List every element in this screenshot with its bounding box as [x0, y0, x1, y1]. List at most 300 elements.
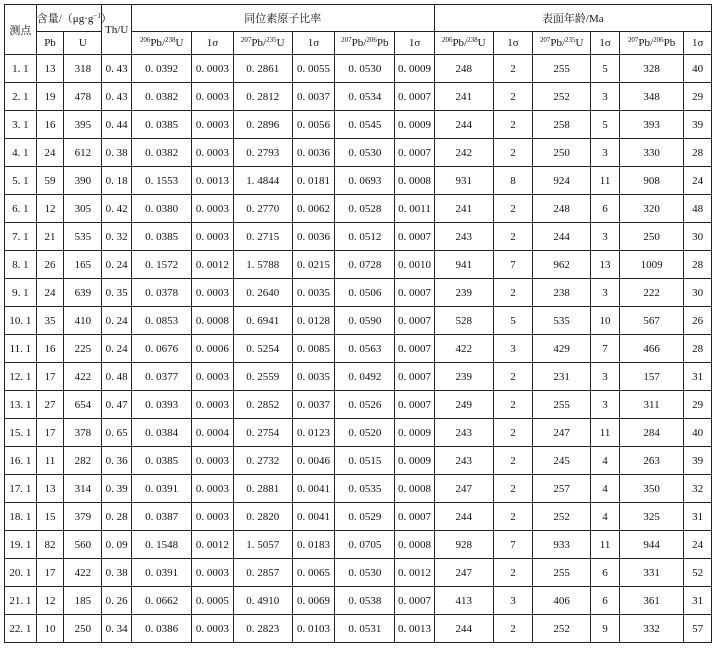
- header-ratio-207pb-206pb: $^{207}$Pb/$^{206}$Pb: [335, 32, 395, 55]
- cell-age-207-206-sigma: 52: [684, 559, 712, 587]
- header-row-1: [5, 5, 712, 32]
- cell-u: 535: [64, 223, 102, 251]
- cell-age-207-235-sigma: 6: [591, 587, 620, 615]
- cell-age-206pb-238u: 243: [434, 223, 493, 251]
- cell-th-u: 0. 09: [102, 531, 132, 559]
- cell-ratio-207-235-sigma: 0. 0062: [292, 195, 334, 223]
- cell-ratio-206pb-238u: 0. 0386: [131, 615, 191, 643]
- cell-age-207pb-206pb: 908: [619, 167, 684, 195]
- cell-ratio-207pb-235u: 0. 5254: [233, 335, 292, 363]
- table-row: [5, 559, 712, 587]
- cell-ratio-207-235-sigma: 0. 0036: [292, 223, 334, 251]
- cell-ratio-206pb-238u: 0. 0382: [131, 139, 191, 167]
- table-row: [5, 615, 712, 643]
- cell-pb: 19: [36, 83, 64, 111]
- cell-age-206pb-238u: 422: [434, 335, 493, 363]
- cell-age-207pb-206pb: 332: [619, 615, 684, 643]
- cell-ratio-206-238-sigma: 0. 0013: [192, 167, 233, 195]
- cell-age-206pb-238u: 242: [434, 139, 493, 167]
- cell-ratio-206pb-238u: 0. 0382: [131, 83, 191, 111]
- cell-age-207pb-206pb: 250: [619, 223, 684, 251]
- cell-ratio-206-238-sigma: 0. 0003: [192, 279, 233, 307]
- cell-ratio-207-206-sigma: 0. 0011: [395, 195, 434, 223]
- cell-point: 16. 1: [5, 447, 37, 475]
- cell-point: 15. 1: [5, 419, 37, 447]
- cell-pb: 11: [36, 447, 64, 475]
- cell-age-207-206-sigma: 30: [684, 279, 712, 307]
- cell-age-206-238-sigma: 2: [493, 615, 532, 643]
- cell-th-u: 0. 48: [102, 363, 132, 391]
- cell-ratio-207-206-sigma: 0. 0009: [395, 447, 434, 475]
- cell-ratio-207-206-sigma: 0. 0009: [395, 55, 434, 83]
- cell-age-206pb-238u: 243: [434, 447, 493, 475]
- cell-age-207pb-206pb: 222: [619, 279, 684, 307]
- cell-ratio-207-206-sigma: 0. 0007: [395, 335, 434, 363]
- cell-ratio-207-206-sigma: 0. 0008: [395, 475, 434, 503]
- cell-ratio-207-235-sigma: 0. 0041: [292, 475, 334, 503]
- cell-age-207-206-sigma: 28: [684, 139, 712, 167]
- cell-age-207-235-sigma: 11: [591, 167, 620, 195]
- cell-age-207-235-sigma: 4: [591, 447, 620, 475]
- cell-age-207pb-235u: 245: [533, 447, 591, 475]
- cell-th-u: 0. 24: [102, 251, 132, 279]
- table-row: [5, 531, 712, 559]
- cell-age-207pb-235u: 238: [533, 279, 591, 307]
- cell-ratio-207pb-206pb: 0. 0512: [335, 223, 395, 251]
- cell-point: 3. 1: [5, 111, 37, 139]
- cell-ratio-207-235-sigma: 0. 0035: [292, 279, 334, 307]
- table-row: [5, 279, 712, 307]
- cell-age-206-238-sigma: 2: [493, 419, 532, 447]
- cell-age-207pb-206pb: 350: [619, 475, 684, 503]
- cell-ratio-206-238-sigma: 0. 0006: [192, 335, 233, 363]
- cell-ratio-206-238-sigma: 0. 0003: [192, 83, 233, 111]
- cell-ratio-206pb-238u: 0. 1572: [131, 251, 191, 279]
- cell-pb: 12: [36, 587, 64, 615]
- cell-age-207pb-235u: 257: [533, 475, 591, 503]
- cell-age-207pb-235u: 255: [533, 559, 591, 587]
- cell-ratio-207pb-206pb: 0. 0530: [335, 139, 395, 167]
- cell-pb: 59: [36, 167, 64, 195]
- cell-pb: 26: [36, 251, 64, 279]
- cell-ratio-207pb-235u: 1. 4844: [233, 167, 292, 195]
- cell-ratio-206-238-sigma: 0. 0003: [192, 223, 233, 251]
- cell-u: 612: [64, 139, 102, 167]
- cell-pb: 82: [36, 531, 64, 559]
- cell-ratio-207pb-206pb: 0. 0515: [335, 447, 395, 475]
- cell-pb: 21: [36, 223, 64, 251]
- cell-ratio-207pb-235u: 0. 2896: [233, 111, 292, 139]
- table-row: [5, 447, 712, 475]
- cell-ratio-206pb-238u: 0. 0385: [131, 447, 191, 475]
- cell-th-u: 0. 36: [102, 447, 132, 475]
- cell-ratio-207pb-235u: 0. 4910: [233, 587, 292, 615]
- cell-age-207-235-sigma: 3: [591, 83, 620, 111]
- cell-ratio-206-238-sigma: 0. 0005: [192, 587, 233, 615]
- header-sigma: 1σ: [292, 32, 334, 55]
- cell-age-207pb-206pb: 393: [619, 111, 684, 139]
- cell-age-207pb-206pb: 320: [619, 195, 684, 223]
- cell-ratio-207-206-sigma: 0. 0008: [395, 167, 434, 195]
- cell-ratio-207-235-sigma: 0. 0085: [292, 335, 334, 363]
- header-th-u: Th/U: [102, 5, 132, 55]
- cell-ratio-207-206-sigma: 0. 0007: [395, 139, 434, 167]
- cell-th-u: 0. 24: [102, 307, 132, 335]
- header-sigma: 1σ: [493, 32, 532, 55]
- cell-u: 560: [64, 531, 102, 559]
- cell-age-207-206-sigma: 31: [684, 587, 712, 615]
- cell-ratio-207pb-206pb: 0. 0530: [335, 559, 395, 587]
- cell-pb: 24: [36, 279, 64, 307]
- cell-age-207pb-235u: 535: [533, 307, 591, 335]
- cell-ratio-207pb-206pb: 0. 0529: [335, 503, 395, 531]
- cell-age-207-235-sigma: 3: [591, 223, 620, 251]
- header-content-group: 含量$/(\mu g\cdot g^{-1})$: [36, 5, 102, 32]
- cell-ratio-207pb-206pb: 0. 0526: [335, 391, 395, 419]
- cell-ratio-207-206-sigma: 0. 0007: [395, 83, 434, 111]
- cell-ratio-206pb-238u: 0. 0853: [131, 307, 191, 335]
- cell-point: 10. 1: [5, 307, 37, 335]
- header-point: 测点: [5, 5, 37, 55]
- cell-ratio-207pb-235u: 0. 2770: [233, 195, 292, 223]
- cell-age-206pb-238u: 239: [434, 279, 493, 307]
- cell-th-u: 0. 39: [102, 475, 132, 503]
- cell-age-207-206-sigma: 29: [684, 83, 712, 111]
- cell-ratio-206pb-238u: 0. 0391: [131, 559, 191, 587]
- header-sigma: 1σ: [591, 32, 620, 55]
- table-row: [5, 55, 712, 83]
- cell-ratio-207-206-sigma: 0. 0007: [395, 391, 434, 419]
- cell-age-207pb-206pb: 944: [619, 531, 684, 559]
- cell-ratio-207-235-sigma: 0. 0041: [292, 503, 334, 531]
- cell-ratio-206pb-238u: 0. 0391: [131, 475, 191, 503]
- cell-age-207-235-sigma: 5: [591, 111, 620, 139]
- cell-age-207-206-sigma: 40: [684, 419, 712, 447]
- cell-th-u: 0. 38: [102, 139, 132, 167]
- cell-age-206-238-sigma: 2: [493, 139, 532, 167]
- cell-point: 6. 1: [5, 195, 37, 223]
- table-row: [5, 363, 712, 391]
- cell-ratio-207pb-235u: 0. 2881: [233, 475, 292, 503]
- cell-ratio-207-206-sigma: 0. 0007: [395, 587, 434, 615]
- cell-pb: 15: [36, 503, 64, 531]
- cell-ratio-206pb-238u: 0. 1553: [131, 167, 191, 195]
- cell-ratio-207-206-sigma: 0. 0009: [395, 419, 434, 447]
- table-row: [5, 391, 712, 419]
- cell-age-206-238-sigma: 2: [493, 391, 532, 419]
- cell-point: 22. 1: [5, 615, 37, 643]
- cell-age-207-206-sigma: 31: [684, 503, 712, 531]
- cell-ratio-207pb-235u: 0. 2852: [233, 391, 292, 419]
- cell-point: 8. 1: [5, 251, 37, 279]
- cell-pb: 17: [36, 559, 64, 587]
- cell-th-u: 0. 35: [102, 279, 132, 307]
- cell-ratio-207-206-sigma: 0. 0007: [395, 503, 434, 531]
- cell-u: 185: [64, 587, 102, 615]
- cell-ratio-207pb-235u: 1. 5788: [233, 251, 292, 279]
- cell-ratio-206pb-238u: 0. 0385: [131, 111, 191, 139]
- header-u: U: [64, 32, 102, 55]
- cell-age-207pb-235u: 244: [533, 223, 591, 251]
- cell-age-207-235-sigma: 4: [591, 503, 620, 531]
- cell-ratio-207pb-235u: 0. 2559: [233, 363, 292, 391]
- cell-ratio-206-238-sigma: 0. 0003: [192, 447, 233, 475]
- cell-age-207pb-235u: 231: [533, 363, 591, 391]
- cell-pb: 27: [36, 391, 64, 419]
- cell-point: 20. 1: [5, 559, 37, 587]
- cell-ratio-206-238-sigma: 0. 0004: [192, 419, 233, 447]
- cell-point: 13. 1: [5, 391, 37, 419]
- cell-th-u: 0. 43: [102, 83, 132, 111]
- cell-ratio-207pb-206pb: 0. 0705: [335, 531, 395, 559]
- table-row: [5, 587, 712, 615]
- cell-age-206-238-sigma: 2: [493, 195, 532, 223]
- cell-age-207pb-206pb: 157: [619, 363, 684, 391]
- cell-point: 2. 1: [5, 83, 37, 111]
- cell-ratio-206pb-238u: 0. 0662: [131, 587, 191, 615]
- cell-pb: 17: [36, 363, 64, 391]
- cell-ratio-206pb-238u: 0. 0380: [131, 195, 191, 223]
- cell-age-207pb-235u: 252: [533, 83, 591, 111]
- cell-th-u: 0. 42: [102, 195, 132, 223]
- cell-age-207pb-235u: 429: [533, 335, 591, 363]
- cell-ratio-206pb-238u: 0. 0384: [131, 419, 191, 447]
- cell-u: 250: [64, 615, 102, 643]
- cell-ratio-206pb-238u: 0. 0378: [131, 279, 191, 307]
- cell-age-207-235-sigma: 10: [591, 307, 620, 335]
- cell-age-207pb-235u: 255: [533, 55, 591, 83]
- cell-ratio-206pb-238u: 0. 1548: [131, 531, 191, 559]
- cell-ratio-207-235-sigma: 0. 0035: [292, 363, 334, 391]
- cell-age-207-206-sigma: 39: [684, 447, 712, 475]
- cell-u: 225: [64, 335, 102, 363]
- cell-ratio-207pb-206pb: 0. 0531: [335, 615, 395, 643]
- cell-point: 21. 1: [5, 587, 37, 615]
- cell-pb: 35: [36, 307, 64, 335]
- cell-age-206pb-238u: 241: [434, 195, 493, 223]
- cell-age-206pb-238u: 941: [434, 251, 493, 279]
- cell-ratio-206-238-sigma: 0. 0003: [192, 363, 233, 391]
- cell-ratio-207pb-206pb: 0. 0693: [335, 167, 395, 195]
- cell-th-u: 0. 65: [102, 419, 132, 447]
- header-sigma: 1σ: [395, 32, 434, 55]
- cell-ratio-207pb-206pb: 0. 0534: [335, 83, 395, 111]
- cell-age-206pb-238u: 413: [434, 587, 493, 615]
- header-age-207pb-206pb: $^{207}$Pb/$^{206}$Pb: [619, 32, 684, 55]
- cell-th-u: 0. 38: [102, 559, 132, 587]
- header-age-207pb-235u: $^{207}$Pb/$^{235}$U: [533, 32, 591, 55]
- cell-u: 305: [64, 195, 102, 223]
- cell-ratio-207pb-206pb: 0. 0530: [335, 55, 395, 83]
- cell-age-207pb-235u: 933: [533, 531, 591, 559]
- cell-th-u: 0. 18: [102, 167, 132, 195]
- cell-th-u: 0. 26: [102, 587, 132, 615]
- cell-u: 422: [64, 559, 102, 587]
- cell-ratio-207pb-235u: 0. 2793: [233, 139, 292, 167]
- cell-age-207-206-sigma: 28: [684, 251, 712, 279]
- cell-u: 318: [64, 55, 102, 83]
- cell-age-207-206-sigma: 30: [684, 223, 712, 251]
- cell-ratio-207pb-235u: 1. 5057: [233, 531, 292, 559]
- cell-pb: 12: [36, 195, 64, 223]
- cell-age-206pb-238u: 244: [434, 503, 493, 531]
- cell-ratio-207pb-235u: 0. 6941: [233, 307, 292, 335]
- cell-ratio-207-235-sigma: 0. 0036: [292, 139, 334, 167]
- cell-ratio-207pb-235u: 0. 2857: [233, 559, 292, 587]
- cell-age-207pb-206pb: 284: [619, 419, 684, 447]
- cell-point: 11. 1: [5, 335, 37, 363]
- cell-ratio-206-238-sigma: 0. 0003: [192, 615, 233, 643]
- cell-ratio-207-206-sigma: 0. 0008: [395, 531, 434, 559]
- cell-pb: 10: [36, 615, 64, 643]
- header-age-group: 表面年龄/Ma: [434, 5, 711, 32]
- cell-age-207pb-206pb: 330: [619, 139, 684, 167]
- cell-ratio-207pb-206pb: 0. 0492: [335, 363, 395, 391]
- cell-ratio-206-238-sigma: 0. 0008: [192, 307, 233, 335]
- cell-age-206pb-238u: 241: [434, 83, 493, 111]
- cell-age-207-206-sigma: 39: [684, 111, 712, 139]
- cell-ratio-207-235-sigma: 0. 0037: [292, 391, 334, 419]
- cell-ratio-206pb-238u: 0. 0385: [131, 223, 191, 251]
- cell-age-206pb-238u: 247: [434, 475, 493, 503]
- cell-age-207pb-235u: 258: [533, 111, 591, 139]
- cell-age-207pb-235u: 406: [533, 587, 591, 615]
- cell-age-207-235-sigma: 3: [591, 363, 620, 391]
- cell-age-207-235-sigma: 3: [591, 139, 620, 167]
- cell-age-206-238-sigma: 2: [493, 503, 532, 531]
- cell-ratio-206-238-sigma: 0. 0012: [192, 251, 233, 279]
- cell-point: 7. 1: [5, 223, 37, 251]
- cell-ratio-207-235-sigma: 0. 0128: [292, 307, 334, 335]
- cell-ratio-206-238-sigma: 0. 0003: [192, 475, 233, 503]
- cell-ratio-207-206-sigma: 0. 0012: [395, 559, 434, 587]
- table-row: [5, 195, 712, 223]
- cell-age-207-235-sigma: 11: [591, 531, 620, 559]
- zircon-data-table: [4, 4, 712, 643]
- table-row: [5, 167, 712, 195]
- cell-age-206pb-238u: 243: [434, 419, 493, 447]
- table-row: [5, 139, 712, 167]
- cell-age-207-206-sigma: 48: [684, 195, 712, 223]
- cell-age-206-238-sigma: 2: [493, 223, 532, 251]
- cell-u: 165: [64, 251, 102, 279]
- cell-pb: 24: [36, 139, 64, 167]
- cell-age-207pb-235u: 255: [533, 391, 591, 419]
- cell-ratio-207-235-sigma: 0. 0056: [292, 111, 334, 139]
- table-row: [5, 503, 712, 531]
- cell-ratio-207pb-206pb: 0. 0590: [335, 307, 395, 335]
- cell-age-206-238-sigma: 2: [493, 111, 532, 139]
- cell-pb: 17: [36, 419, 64, 447]
- table-row: [5, 251, 712, 279]
- cell-age-206pb-238u: 931: [434, 167, 493, 195]
- cell-age-207pb-206pb: 331: [619, 559, 684, 587]
- cell-ratio-206pb-238u: 0. 0392: [131, 55, 191, 83]
- cell-ratio-206pb-238u: 0. 0676: [131, 335, 191, 363]
- cell-point: 17. 1: [5, 475, 37, 503]
- cell-ratio-206pb-238u: 0. 0387: [131, 503, 191, 531]
- cell-point: 18. 1: [5, 503, 37, 531]
- cell-th-u: 0. 34: [102, 615, 132, 643]
- cell-ratio-207pb-235u: 0. 2640: [233, 279, 292, 307]
- cell-u: 478: [64, 83, 102, 111]
- cell-ratio-207-206-sigma: 0. 0007: [395, 223, 434, 251]
- cell-age-207-235-sigma: 3: [591, 391, 620, 419]
- cell-u: 390: [64, 167, 102, 195]
- cell-th-u: 0. 44: [102, 111, 132, 139]
- cell-point: 19. 1: [5, 531, 37, 559]
- cell-u: 410: [64, 307, 102, 335]
- cell-ratio-207pb-235u: 0. 2820: [233, 503, 292, 531]
- table-row: [5, 223, 712, 251]
- cell-ratio-207-206-sigma: 0. 0010: [395, 251, 434, 279]
- cell-age-207pb-206pb: 325: [619, 503, 684, 531]
- cell-age-206pb-238u: 247: [434, 559, 493, 587]
- cell-ratio-207-235-sigma: 0. 0103: [292, 615, 334, 643]
- header-age-206pb-238u: $^{206}$Pb/$^{238}$U: [434, 32, 493, 55]
- cell-age-207-235-sigma: 11: [591, 419, 620, 447]
- cell-ratio-207pb-235u: 0. 2812: [233, 83, 292, 111]
- cell-u: 422: [64, 363, 102, 391]
- cell-age-207-206-sigma: 31: [684, 363, 712, 391]
- table-row: [5, 111, 712, 139]
- cell-ratio-207pb-235u: 0. 2861: [233, 55, 292, 83]
- cell-point: 4. 1: [5, 139, 37, 167]
- cell-age-207pb-235u: 248: [533, 195, 591, 223]
- cell-th-u: 0. 28: [102, 503, 132, 531]
- header-ratio-group: 同位素原子比率: [131, 5, 434, 32]
- cell-ratio-207-235-sigma: 0. 0037: [292, 83, 334, 111]
- cell-age-206-238-sigma: 2: [493, 447, 532, 475]
- cell-u: 639: [64, 279, 102, 307]
- cell-age-206-238-sigma: 2: [493, 279, 532, 307]
- header-ratio-207pb-235u: $^{207}$Pb/$^{235}$U: [233, 32, 292, 55]
- cell-ratio-207pb-235u: 0. 2823: [233, 615, 292, 643]
- cell-age-207pb-235u: 247: [533, 419, 591, 447]
- cell-age-206pb-238u: 249: [434, 391, 493, 419]
- cell-age-207pb-206pb: 348: [619, 83, 684, 111]
- table-row: [5, 307, 712, 335]
- cell-age-207pb-206pb: 328: [619, 55, 684, 83]
- cell-ratio-207-235-sigma: 0. 0046: [292, 447, 334, 475]
- cell-ratio-206-238-sigma: 0. 0003: [192, 139, 233, 167]
- header-sigma: 1σ: [684, 32, 712, 55]
- cell-age-207pb-206pb: 361: [619, 587, 684, 615]
- cell-ratio-206-238-sigma: 0. 0003: [192, 111, 233, 139]
- cell-ratio-206-238-sigma: 0. 0003: [192, 391, 233, 419]
- cell-u: 379: [64, 503, 102, 531]
- cell-ratio-207-206-sigma: 0. 0007: [395, 363, 434, 391]
- cell-age-207-206-sigma: 32: [684, 475, 712, 503]
- cell-age-207-235-sigma: 6: [591, 559, 620, 587]
- cell-age-207-206-sigma: 40: [684, 55, 712, 83]
- cell-ratio-207-235-sigma: 0. 0181: [292, 167, 334, 195]
- cell-age-207-235-sigma: 9: [591, 615, 620, 643]
- cell-age-207-206-sigma: 24: [684, 167, 712, 195]
- cell-th-u: 0. 32: [102, 223, 132, 251]
- cell-ratio-207-235-sigma: 0. 0069: [292, 587, 334, 615]
- cell-ratio-207pb-235u: 0. 2754: [233, 419, 292, 447]
- cell-pb: 16: [36, 111, 64, 139]
- cell-pb: 13: [36, 55, 64, 83]
- cell-age-206pb-238u: 239: [434, 363, 493, 391]
- header-pb: Pb: [36, 32, 64, 55]
- cell-age-206-238-sigma: 3: [493, 335, 532, 363]
- header-ratio-206pb-238u: $^{206}$Pb/$^{238}$U: [131, 32, 191, 55]
- cell-age-206-238-sigma: 2: [493, 559, 532, 587]
- cell-th-u: 0. 24: [102, 335, 132, 363]
- cell-age-207-206-sigma: 29: [684, 391, 712, 419]
